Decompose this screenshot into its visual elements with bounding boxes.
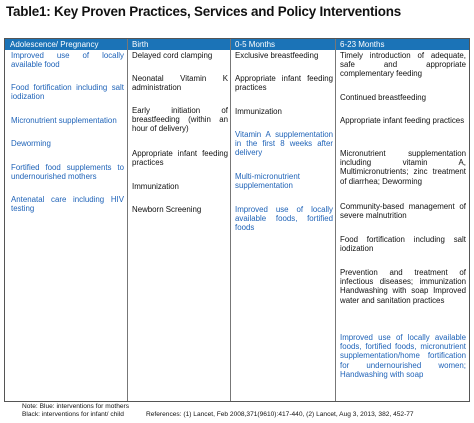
column-divider: [230, 39, 231, 401]
header-6-23-months: 6-23 Months: [340, 40, 385, 49]
table-header-row: [5, 39, 469, 50]
cell-continued-breastfeeding: Continued breastfeeding: [340, 93, 426, 102]
cell-immunization: Immunization: [132, 182, 179, 191]
cell-newborn-screening: Newborn Screening: [132, 205, 202, 214]
cell-neonatal-vitamin-k: Neonatal Vitamin K administration: [132, 74, 228, 93]
references: References: (1) Lancet, Feb 2008,371(9610):417-440, (2) Lancet, Aug 3, 2013, 382, 452-77: [146, 411, 414, 418]
header-birth: Birth: [132, 40, 149, 49]
cell-fortified-food-supplements: Fortified food supplements to undernourished mothers: [11, 163, 124, 182]
cell-vitamin-a-supplementation: Vitamin A supplementation in the first 8 weeks after delivery: [235, 130, 333, 158]
note-black: Black: interventions for infant/ child: [22, 411, 124, 418]
column-divider: [127, 39, 128, 401]
header-adolescence-pregnancy: Adolescence/ Pregnancy: [10, 40, 99, 49]
note-blue: Note: Blue: interventions for mothers: [22, 403, 130, 410]
cell-micronutrient-supplementation: Micronutrient supplementation including vitamin A, Multimicronutrients; zinc treatment of diarrhea; Deworming: [340, 149, 466, 186]
cell-food-fortification: Food fortification including salt iodization: [11, 83, 124, 102]
cell-locally-available-foods: Improved use of locally available foods, fortified foods: [235, 205, 333, 233]
cell-infant-feeding-practices: Appropriate infant feeding practices: [235, 74, 333, 93]
cell-infant-feeding-practices: Appropriate infant feeding practices: [340, 116, 465, 125]
interventions-table: [4, 38, 470, 402]
cell-delayed-cord-clamping: Delayed cord clamping: [132, 51, 213, 60]
cell-infant-feeding-practices: Appropriate infant feeding practices: [132, 149, 228, 168]
cell-complementary-feeding: Timely introduction of adequate, safe and appropriate complementary feeding: [340, 51, 466, 79]
column-divider: [335, 39, 336, 401]
cell-deworming: Deworming: [11, 139, 51, 148]
cell-infectious-diseases: Prevention and treatment of infectious diseases; immunization Handwashing with soap Improved water and sanitation practices: [340, 268, 466, 305]
cell-early-breastfeeding: Early initiation of breastfeeding (within an hour of delivery): [132, 106, 228, 134]
header-0-5-months: 0-5 Months: [235, 40, 276, 49]
cell-exclusive-breastfeeding: Exclusive breastfeeding: [235, 51, 319, 60]
cell-antenatal-care: Antenatal care including HIV testing: [11, 195, 124, 214]
cell-community-malnutrition: Community-based management of severe malnutrition: [340, 202, 466, 221]
cell-immunization: Immunization: [235, 107, 282, 116]
cell-locally-available-food: Improved use of locally available food: [11, 51, 124, 70]
cell-micronutrient-supplementation: Micronutrient supplementation: [11, 116, 117, 125]
cell-salt-iodization: Food fortification including salt iodization: [340, 235, 466, 254]
cell-multi-micronutrient: Multi-micronutrient supplementation: [235, 172, 300, 191]
cell-home-fortification: Improved use of locally available foods, fortified foods, micronutrient supplementation/home fortification for undernourished women; Handwashing with soap: [340, 333, 466, 379]
table-title: Table1: Key Proven Practices, Services and Policy Interventions: [6, 4, 401, 19]
